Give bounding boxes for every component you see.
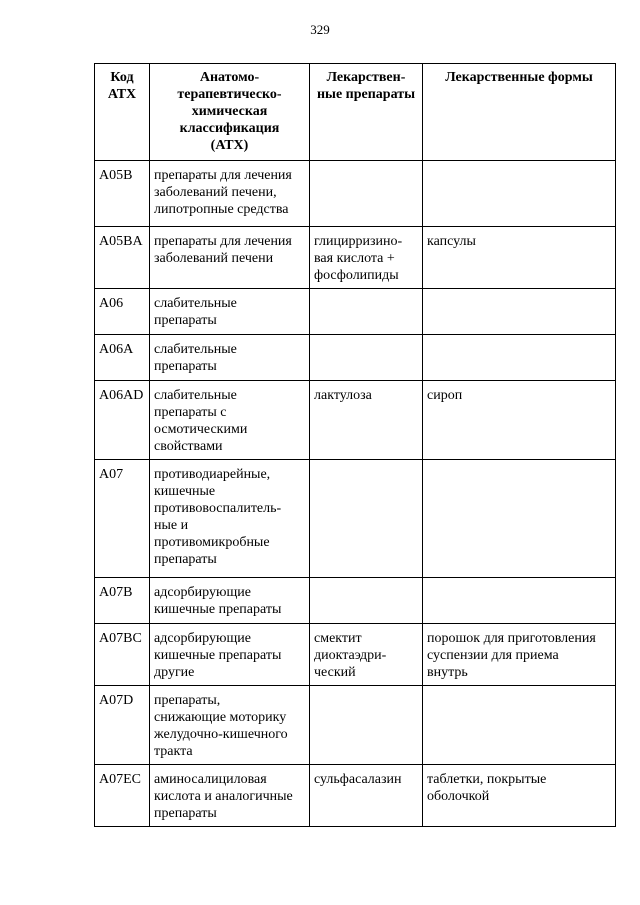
cell-drug xyxy=(310,686,423,765)
cell-code: A07EC xyxy=(95,765,150,827)
cell-form: порошок для приготовления суспензии для приема внутрь xyxy=(423,624,616,686)
cell-classification: препараты, снижающие моторику желудочно-кишечного тракта xyxy=(150,686,310,765)
cell-form: таблетки, покрытые оболочкой xyxy=(423,765,616,827)
cell-drug: глицирризино- вая кислота + фосфолипиды xyxy=(310,227,423,289)
cell-drug: смектит диоктаэдри- ческий xyxy=(310,624,423,686)
cell-code: A07D xyxy=(95,686,150,765)
cell-drug xyxy=(310,460,423,578)
cell-form xyxy=(423,289,616,335)
cell-form xyxy=(423,578,616,624)
table-row xyxy=(95,624,616,686)
cell-form xyxy=(423,161,616,227)
cell-drug xyxy=(310,289,423,335)
table-row xyxy=(95,161,616,227)
cell-drug xyxy=(310,335,423,381)
cell-form xyxy=(423,460,616,578)
cell-form xyxy=(423,335,616,381)
cell-code: A05BA xyxy=(95,227,150,289)
cell-classification: препараты для лечения заболеваний печени, липотропные средства xyxy=(150,161,310,227)
table-row xyxy=(95,460,616,578)
cell-drug: сульфасалазин xyxy=(310,765,423,827)
table-row xyxy=(95,765,616,827)
table-row xyxy=(95,289,616,335)
cell-code: A06A xyxy=(95,335,150,381)
cell-drug: лактулоза xyxy=(310,381,423,460)
cell-drug xyxy=(310,578,423,624)
cell-classification: противодиарейные, кишечные противовоспалитель- ные и противомикробные препараты xyxy=(150,460,310,578)
cell-form: капсулы xyxy=(423,227,616,289)
cell-classification: адсорбирующие кишечные препараты xyxy=(150,578,310,624)
cell-code: A05B xyxy=(95,161,150,227)
cell-classification: слабительные препараты xyxy=(150,289,310,335)
header-drugs: Лекарствен- ные препараты xyxy=(310,64,423,161)
atx-table xyxy=(94,63,616,827)
header-classification: Анатомо- терапевтическо- химическая классификация (АТХ) xyxy=(150,64,310,161)
table-row xyxy=(95,335,616,381)
cell-form xyxy=(423,686,616,765)
cell-drug xyxy=(310,161,423,227)
header-code: Код АТХ xyxy=(95,64,150,161)
cell-code: A06AD xyxy=(95,381,150,460)
cell-classification: слабительные препараты с осмотическими свойствами xyxy=(150,381,310,460)
cell-classification: аминосалициловая кислота и аналогичные препараты xyxy=(150,765,310,827)
cell-code: A07 xyxy=(95,460,150,578)
cell-form: сироп xyxy=(423,381,616,460)
table-header-row xyxy=(95,64,616,161)
cell-code: A07B xyxy=(95,578,150,624)
cell-classification: слабительные препараты xyxy=(150,335,310,381)
header-forms: Лекарственные формы xyxy=(423,64,616,161)
cell-classification: адсорбирующие кишечные препараты другие xyxy=(150,624,310,686)
table-row xyxy=(95,686,616,765)
cell-classification: препараты для лечения заболеваний печени xyxy=(150,227,310,289)
table-row xyxy=(95,381,616,460)
table-row xyxy=(95,227,616,289)
table-row xyxy=(95,578,616,624)
cell-code: A07BC xyxy=(95,624,150,686)
page-number: 329 xyxy=(310,22,330,37)
cell-code: A06 xyxy=(95,289,150,335)
